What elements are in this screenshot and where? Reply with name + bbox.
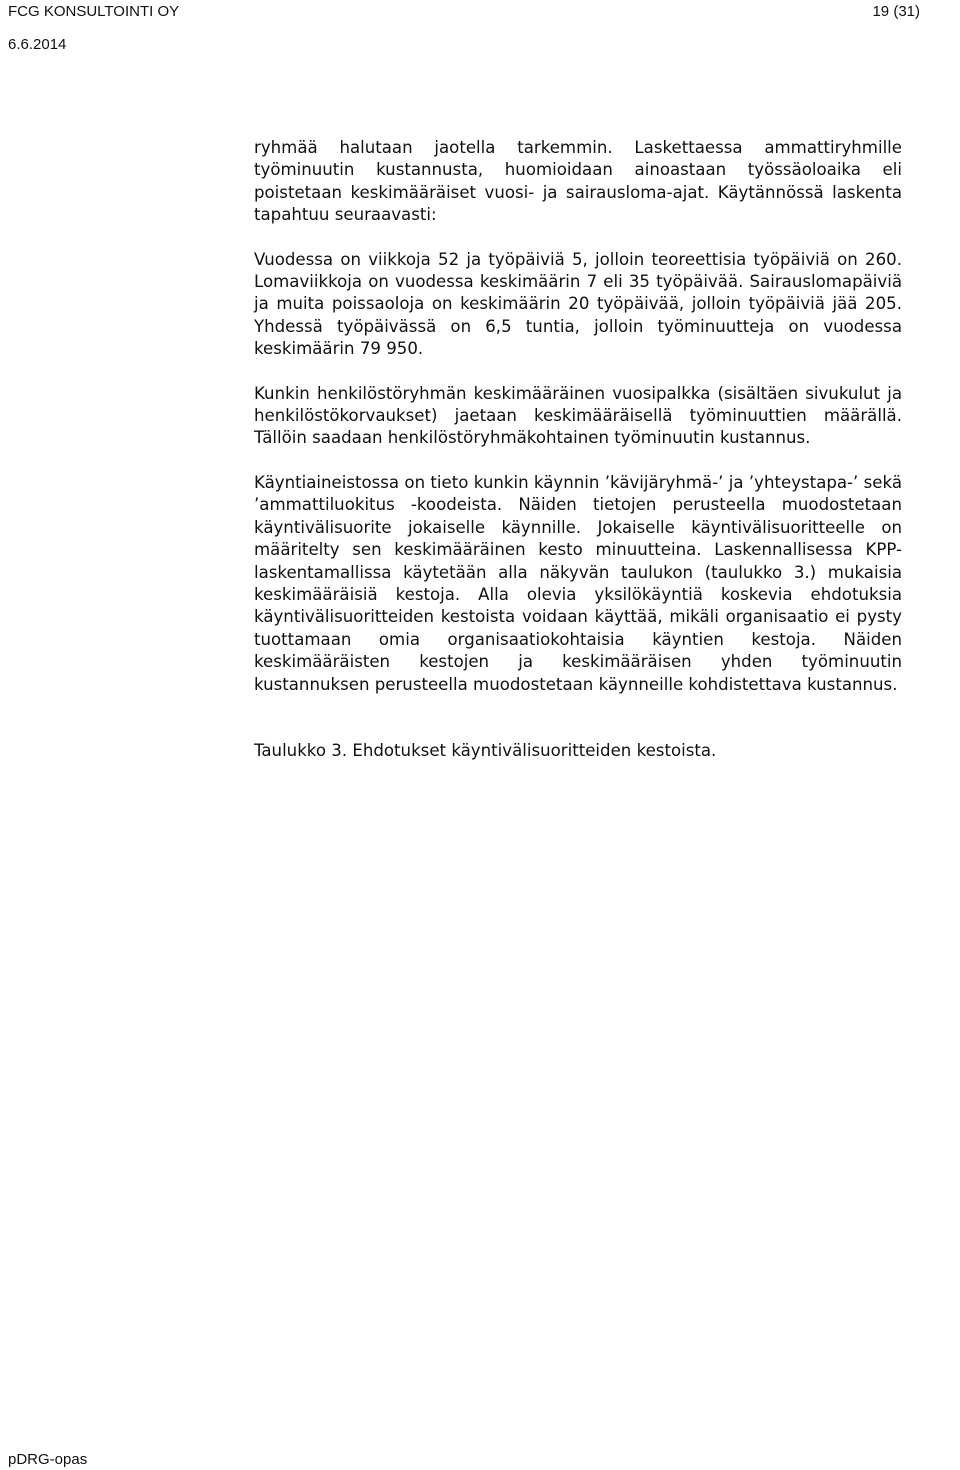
document-date: 6.6.2014 [8,36,67,53]
table-caption: Taulukko 3. Ehdotukset käyntivälisuoritteiden kestoista. [254,740,717,760]
paragraph-4: Käyntiaineistossa on tieto kunkin käynnin ’kävijäryhmä-’ ja ’yhteystapa-’ sekä ’ammattiluokitus -koodeista. Näiden tietojen perusteella muodostetaan käyntivälisuorite jokaiselle käynnille. Jokaiselle käyntivälisuoritteelle on määritelty sen keskimääräinen kesto minuutteina. Laskennallisessa KPP-laskentamallissa käytetään alla näkyvän taulukon (taulukko 3.) mukaisia keskimääräisiä kestoja. Alla olevia yksilökäyntiä koskevia ehdotuksia käyntivälisuoritteiden kestoista voidaan käyttää, mikäli organisaatio ei pysty tuottamaan omia organisaatiokohtaisia käyntien kestoja. Näiden keskimääräisten kestojen ja keskimääräisen yhden työminuutin kustannuksen perusteella muodostetaan käynneille kohdistettava kustannus. [254,472,902,694]
paragraph-1: ryhmää halutaan jaotella tarkemmin. Laskettaessa ammattiryhmille työminuutin kustannusta, huomioidaan ainoastaan työssäoloaika eli poistetaan keskimääräiset vuosi- ja sairausloma-ajat. Käytännössä laskenta tapahtuu seuraavasti: [254,138,902,225]
page-number: 19 (31) [872,3,920,20]
organization-name: FCG KONSULTOINTI OY [8,3,180,20]
paragraph-3: Kunkin henkilöstöryhmän keskimääräinen vuosipalkka (sisältäen sivukulut ja henkilöstökorvaukset) jaetaan keskimääräisellä työminuuttien määrällä. Tällöin saadaan henkilöstöryhmäkohtainen työminuutin kustannus. [254,383,902,448]
document-body [254,137,902,762]
paragraph-2: Vuodessa on viikkoja 52 ja työpäiviä 5, jolloin teoreettisia työpäiviä on 260. Lomaviikkoja on vuodessa keskimäärin 7 eli 35 työpäivää. Sairauslomapäiviä ja muita poissaoloja on keskimäärin 20 työpäivää, jolloin työpäiviä jää 205. Yhdessä työpäivässä on 6,5 tuntia, jolloin työminuutteja on vuodessa keskimäärin 79 950. [254,249,902,359]
footer-label: pDRG-opas [8,1451,88,1468]
page-footer [8,1450,87,1470]
page-header [8,0,948,60]
